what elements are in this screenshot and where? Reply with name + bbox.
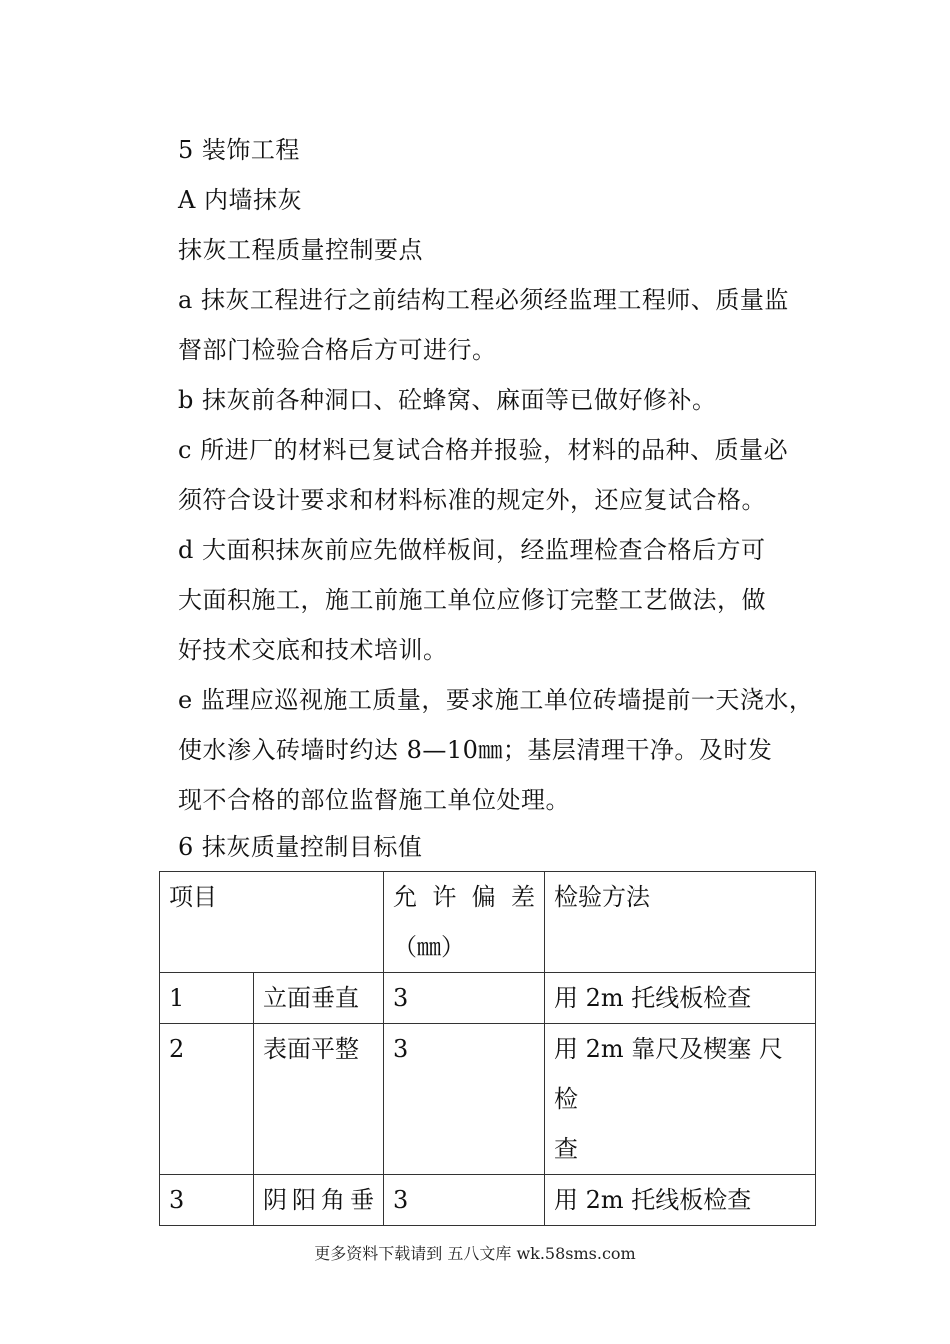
row-tolerance: 3 bbox=[393, 984, 409, 1012]
header-method-cell bbox=[545, 872, 816, 973]
row-method-cell bbox=[545, 973, 816, 1024]
section-heading-5: 5 装饰工程 bbox=[178, 136, 300, 164]
row-method: 用 2m 托线板检查 bbox=[554, 984, 752, 1012]
row-method: 用 2m 靠尺及楔塞 尺检 bbox=[554, 1035, 783, 1113]
row-name-cell bbox=[254, 973, 384, 1024]
text-line: a 抹灰工程进行之前结构工程必须经监理工程师、质量监 bbox=[178, 286, 789, 314]
table-row bbox=[160, 1024, 816, 1175]
row-name-cell bbox=[254, 1175, 384, 1226]
text-line: c 所进厂的材料已复试合格并报验，材料的品种、质量必 bbox=[178, 436, 789, 464]
header-method: 检验方法 bbox=[554, 883, 650, 911]
row-name: 立面垂直 bbox=[263, 984, 359, 1012]
row-no-cell bbox=[160, 1175, 254, 1226]
text-line: 好技术交底和技术培训。 bbox=[178, 636, 448, 664]
row-method-cell bbox=[545, 1175, 816, 1226]
row-tolerance-cell bbox=[384, 973, 545, 1024]
text-line: 大面积施工，施工前施工单位应修订完整工艺做法，做 bbox=[178, 586, 766, 614]
text-line: b 抹灰前各种洞口、砼蜂窝、麻面等已做好修补。 bbox=[178, 386, 717, 414]
quality-target-table bbox=[159, 871, 816, 1226]
footer-download-note: 更多资料下载请到 五八文库 wk.58sms.com bbox=[314, 1244, 636, 1263]
text-line: 督部门检验合格后方可进行。 bbox=[178, 336, 497, 364]
row-no: 2 bbox=[169, 1035, 185, 1063]
header-item-cell bbox=[160, 872, 384, 973]
row-tolerance: 3 bbox=[393, 1186, 409, 1214]
table-row bbox=[160, 973, 816, 1024]
table-row bbox=[160, 1175, 816, 1226]
text-line: d 大面积抹灰前应先做样板间，经监理检查合格后方可 bbox=[178, 536, 766, 564]
row-tolerance-cell bbox=[384, 1175, 545, 1226]
row-tolerance: 3 bbox=[393, 1035, 409, 1063]
row-method-continued: 查 bbox=[554, 1135, 578, 1163]
row-name: 阴阳角垂 bbox=[263, 1186, 374, 1214]
row-name: 表面平整 bbox=[263, 1035, 359, 1063]
text-line: e 监理应巡视施工质量，要求施工单位砖墙提前一天浇水， bbox=[178, 686, 814, 714]
row-name-cell bbox=[254, 1024, 384, 1175]
paragraph-title: 抹灰工程质量控制要点 bbox=[178, 236, 423, 264]
row-no-cell bbox=[160, 1024, 254, 1175]
text-line: 须符合设计要求和材料标准的规定外，还应复试合格。 bbox=[178, 486, 766, 514]
header-tolerance-cell bbox=[384, 872, 545, 973]
row-no-cell bbox=[160, 973, 254, 1024]
row-no: 1 bbox=[169, 984, 185, 1012]
row-tolerance-cell bbox=[384, 1024, 545, 1175]
header-tolerance: 允 许 偏 差 bbox=[393, 883, 535, 911]
text-line: 使水渗入砖墙时约达 8—10㎜；基层清理干净。及时发 bbox=[178, 736, 773, 764]
table-header-row bbox=[160, 872, 816, 973]
text-line: 现不合格的部位监督施工单位处理。 bbox=[178, 786, 570, 814]
row-method: 用 2m 托线板检查 bbox=[554, 1186, 752, 1214]
section-heading-6: 6 抹灰质量控制目标值 bbox=[178, 833, 423, 861]
header-tolerance-unit: （㎜） bbox=[393, 933, 465, 961]
row-no: 3 bbox=[169, 1186, 185, 1214]
subsection-heading-a: A 内墙抹灰 bbox=[178, 186, 302, 214]
row-method-cell bbox=[545, 1024, 816, 1175]
header-item: 项目 bbox=[169, 883, 217, 911]
